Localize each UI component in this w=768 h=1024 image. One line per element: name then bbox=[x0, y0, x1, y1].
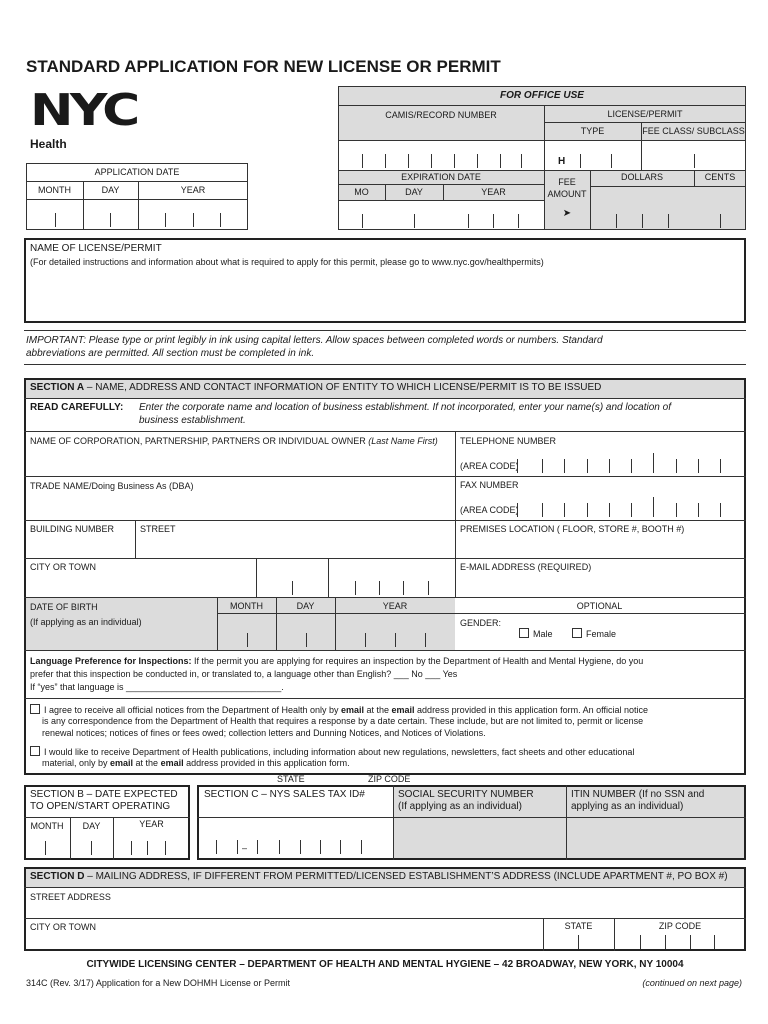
license-permit-label: LICENSE/PERMIT bbox=[607, 109, 683, 119]
read-carefully-label: READ CAREFULLY: bbox=[30, 402, 124, 413]
agree-email-1: email bbox=[340, 705, 364, 715]
section-d-title-bold: SECTION D bbox=[30, 871, 85, 882]
cents-label: CENTS bbox=[704, 172, 736, 182]
trade-name-input[interactable] bbox=[28, 493, 453, 519]
section-a-title bbox=[30, 382, 601, 394]
dob-note: (If applying as an individual) bbox=[30, 617, 142, 627]
camis-input[interactable] bbox=[339, 141, 544, 170]
expiration-date-input[interactable] bbox=[339, 201, 544, 229]
building-number-input[interactable] bbox=[28, 536, 133, 556]
important-line2: abbreviations are permitted. All section must be completed in ink. bbox=[26, 348, 315, 359]
nyc-logo-text: NYC bbox=[30, 85, 137, 136]
section-a-title-bold: SECTION A bbox=[30, 382, 85, 393]
section-a-title-rest: – NAME, ADDRESS AND CONTACT INFORMATION OF ENTITY TO WHICH LICENSE/PERMIT IS TO BE ISSUED bbox=[84, 382, 602, 393]
itin-line2: applying as an individual) bbox=[571, 801, 684, 812]
publications-email-2: email bbox=[160, 758, 184, 768]
mailing-state-input[interactable] bbox=[545, 934, 613, 949]
exp-year-label: YEAR bbox=[481, 187, 506, 197]
application-date-label: APPLICATION DATE bbox=[94, 167, 180, 177]
gender-male-option[interactable] bbox=[519, 628, 553, 640]
language-text-1: If the permit you are applying for requires an inspection by the Department of Health and Mental Hygiene, do you bbox=[191, 656, 644, 666]
camis-label: CAMIS/RECORD NUMBER bbox=[385, 110, 497, 120]
instruction-line2: business establishment. bbox=[139, 415, 246, 426]
form-id: 314C (Rev. 3/17) bbox=[26, 978, 96, 988]
telephone-label: TELEPHONE NUMBER bbox=[460, 436, 557, 446]
state-label: STATE bbox=[277, 774, 305, 784]
agree-text-c: address provided in this application form. An official notice bbox=[414, 705, 649, 715]
dob-month-label: MONTH bbox=[230, 601, 263, 611]
premises-input[interactable] bbox=[458, 536, 743, 556]
email-label: E-MAIL ADDRESS (REQUIRED) bbox=[460, 562, 592, 572]
agree-email-2: email bbox=[391, 705, 415, 715]
logo-subtitle: Health bbox=[30, 137, 67, 151]
publications-text-b: at the bbox=[133, 758, 161, 768]
street-input[interactable] bbox=[138, 536, 453, 556]
dollars-label: DOLLARS bbox=[620, 172, 664, 182]
female-checkbox[interactable] bbox=[572, 628, 582, 638]
app-year-label: YEAR bbox=[180, 185, 206, 195]
publications-line1 bbox=[30, 746, 634, 758]
publications-text-a: material, only by bbox=[42, 758, 111, 768]
mailing-zip-label: ZIP CODE bbox=[658, 921, 702, 931]
section-d-title-rest: – MAILING ADDRESS, IF DIFFERENT FROM PERMITTED/LICENSED ESTABLISHMENT’S ADDRESS (INCLUDE APARTMENT #, PO BOX #) bbox=[84, 871, 728, 882]
fax-area-code-label: (AREA CODE) bbox=[460, 505, 519, 515]
agree-text-b: at the bbox=[364, 705, 392, 715]
itin-input[interactable] bbox=[568, 818, 744, 858]
corp-name-text: NAME OF CORPORATION, PARTNERSHIP, PARTNERS OR INDIVIDUAL OWNER bbox=[30, 436, 369, 446]
dob-label: DATE OF BIRTH bbox=[30, 602, 98, 612]
itin-line1: ITIN NUMBER (If no SSN and bbox=[571, 789, 705, 800]
amount-label: AMOUNT bbox=[547, 189, 587, 199]
mailing-city-label: CITY OR TOWN bbox=[30, 922, 97, 932]
mailing-city-input[interactable] bbox=[28, 934, 541, 949]
corp-name-input[interactable] bbox=[28, 448, 453, 475]
fee-class-label: FEE CLASS/ SUBCLASS bbox=[642, 126, 745, 136]
agree-checkbox[interactable] bbox=[30, 704, 40, 714]
email-input[interactable] bbox=[458, 574, 743, 595]
agree-text-a: I agree to receive all official notices from the Department of Health only by bbox=[44, 705, 341, 715]
type-prefix: H bbox=[558, 156, 566, 167]
agree-line2: is any correspondence from the Department of Health that requires a response by a date certain. These include, but are not limited to, permit or license bbox=[42, 716, 644, 726]
name-of-license-note: (For detailed instructions and information about what is required to apply for this permit, please go to www.nyc.gov/healthpermits) bbox=[30, 257, 544, 267]
page-title: STANDARD APPLICATION FOR NEW LICENSE OR PERMIT bbox=[26, 57, 501, 76]
office-use-heading: FOR OFFICE USE bbox=[500, 90, 584, 101]
publications-checkbox[interactable] bbox=[30, 746, 40, 756]
section-b-date-input[interactable] bbox=[26, 833, 188, 858]
telephone-input[interactable] bbox=[517, 450, 743, 474]
name-of-license-input[interactable] bbox=[28, 270, 742, 320]
section-b-line2: TO OPEN/START OPERATING bbox=[30, 801, 171, 812]
app-day-label: DAY bbox=[101, 185, 120, 195]
type-label: TYPE bbox=[580, 126, 605, 136]
corp-name-note: (Last Name First) bbox=[368, 436, 438, 446]
publications-text-c: address provided in this application form. bbox=[183, 758, 350, 768]
street-label: STREET bbox=[140, 524, 176, 534]
building-number-label: BUILDING NUMBER bbox=[30, 524, 115, 534]
section-b-month: MONTH bbox=[30, 821, 64, 831]
city-input[interactable] bbox=[28, 574, 254, 595]
publications-line2 bbox=[42, 758, 350, 769]
publications-email-1: email bbox=[110, 758, 134, 768]
language-line3: If “yes” that language is _______________________________. bbox=[30, 682, 284, 692]
arrow-icon: ➤ bbox=[562, 208, 572, 219]
dob-day-label: DAY bbox=[296, 601, 315, 611]
publications-text-1: I would like to receive Department of Health publications, including information about new regulations, newsletters, fact sheets and other educational bbox=[44, 747, 635, 757]
fax-input[interactable] bbox=[517, 494, 743, 518]
optional-label: OPTIONAL bbox=[576, 601, 623, 611]
footer-form-id bbox=[26, 978, 290, 989]
gender-female-option[interactable] bbox=[572, 628, 616, 640]
agree-line3: renewal notices; notices of fines or fees owed; collection letters and Dunning Notices, and Notices of Violations. bbox=[42, 728, 486, 738]
important-line1: IMPORTANT: Please type or print legibly in ink using capital letters. Allow spaces between completed words or numbers. Standard bbox=[26, 335, 603, 346]
form-title: Application for a New DOHMH License or Permit bbox=[95, 978, 290, 988]
section-c-label: SECTION C – NYS SALES TAX ID# bbox=[204, 789, 365, 800]
sales-tax-dash: – bbox=[242, 843, 248, 853]
ssn-input[interactable] bbox=[395, 818, 565, 858]
fax-label: FAX NUMBER bbox=[460, 480, 519, 490]
sales-tax-input[interactable] bbox=[199, 817, 392, 858]
male-checkbox[interactable] bbox=[519, 628, 529, 638]
instruction-line1: Enter the corporate name and location of business establishment. If not incorporated, enter your name(s) and location of bbox=[139, 402, 671, 413]
application-date-input[interactable] bbox=[27, 200, 247, 229]
footer-address: CITYWIDE LICENSING CENTER – DEPARTMENT OF HEALTH AND MENTAL HYGIENE – 42 BROADWAY, NEW YORK, NY 10004 bbox=[86, 959, 684, 970]
section-b-year: YEAR bbox=[139, 819, 164, 829]
corp-name-label bbox=[30, 436, 438, 447]
section-b-line1: SECTION B – DATE EXPECTED bbox=[30, 789, 178, 800]
name-of-license-label: NAME OF LICENSE/PERMIT bbox=[30, 243, 162, 254]
female-label: Female bbox=[586, 629, 617, 639]
exp-day-label: DAY bbox=[405, 187, 423, 197]
city-label: CITY OR TOWN bbox=[30, 562, 97, 572]
language-line2: prefer that this inspection be conducted in, or translated to, a language other than English? ___ No ___ Yes bbox=[30, 669, 458, 679]
language-label: Language Preference for Inspections: bbox=[30, 656, 192, 666]
ssn-line1: SOCIAL SECURITY NUMBER bbox=[398, 789, 534, 800]
dob-year-label: YEAR bbox=[382, 601, 408, 611]
mailing-zip-input[interactable] bbox=[616, 934, 744, 949]
fee-label: FEE bbox=[558, 177, 576, 187]
ssn-line2: (If applying as an individual) bbox=[398, 801, 522, 812]
app-month-label: MONTH bbox=[38, 185, 71, 195]
gender-label: GENDER: bbox=[460, 618, 502, 628]
section-b-day: DAY bbox=[82, 821, 101, 831]
language-line1 bbox=[30, 656, 643, 667]
male-label: Male bbox=[533, 629, 553, 639]
mailing-street-input[interactable] bbox=[28, 903, 742, 918]
trade-name-label: TRADE NAME/Doing Business As (DBA) bbox=[30, 481, 194, 491]
section-d-title bbox=[30, 871, 728, 883]
exp-mo-label: MO bbox=[354, 187, 369, 197]
dob-input[interactable] bbox=[218, 614, 455, 649]
zip-code-label: ZIP CODE bbox=[368, 774, 411, 784]
mailing-state-label: STATE bbox=[564, 921, 593, 931]
expiration-date-label: EXPIRATION DATE bbox=[401, 172, 481, 182]
continued-note: (continued on next page) bbox=[642, 978, 742, 988]
area-code-label: (AREA CODE) bbox=[460, 461, 519, 471]
mailing-street-label: STREET ADDRESS bbox=[30, 892, 111, 902]
agree-line1 bbox=[30, 704, 648, 716]
zip-input[interactable] bbox=[330, 574, 453, 595]
premises-label: PREMISES LOCATION ( FLOOR, STORE #, BOOTH #) bbox=[460, 524, 685, 534]
nyc-logo bbox=[30, 85, 155, 136]
